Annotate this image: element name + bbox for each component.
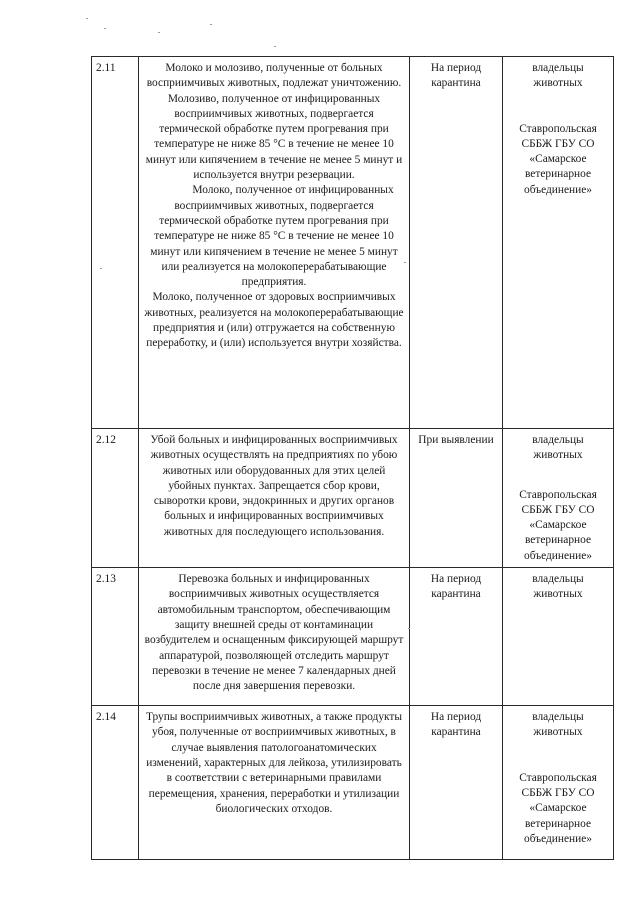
scan-speck: [158, 32, 160, 33]
scan-speck: [100, 268, 102, 269]
measure-description: Перевозка больных и инфицированных восприимчивых животных осуществляется автомобильным транспортом, обеспечивающим защиту внешней среды от контаминации возбудителем и оснащенным фиксирующей маршрут аппаратурой, позволяющей отследить маршрут перевозки в течение не менее 7 календарных дней после дня завершения перевозки.: [139, 568, 410, 706]
paragraph: Молоко и молозиво, полученные от больных восприимчивых животных, подлежат уничтожению. Молозиво, полученное от инфицированных восприимчивых животных, подвергается термической обработке путем прогревания при температуре не ниже 85 °С в течение не менее 10 минут или кипячением в течение не менее 5 минут и используется внутри резервации.: [145, 62, 403, 182]
period-cell: На период карантина: [410, 568, 503, 706]
responsible-owner: владельцы животных: [532, 62, 584, 90]
scan-speck: [104, 28, 106, 29]
table-row: [92, 706, 614, 860]
scan-speck: [210, 24, 212, 25]
table-row: [92, 429, 614, 568]
responsible-owner: владельцы животных: [532, 573, 584, 601]
table-row: [92, 57, 614, 429]
responsible-cell: [503, 706, 614, 860]
measure-description: Убой больных и инфицированных восприимчивых животных осуществлять на предприятиях по убою животных или оборудованных для этих целей убойных пунктах. Запрещается сбор крови, сыворотки крови, эндокринных и других органов больных и инфицированных восприимчивых животных для последующего использования.: [139, 429, 410, 568]
responsible-cell: [503, 57, 614, 429]
row-number: 2.13: [92, 568, 139, 706]
row-number: 2.11: [92, 57, 139, 429]
responsible-agency: Ставропольская СББЖ ГБУ СО «Самарское ветеринарное объединение»: [519, 122, 597, 196]
period-cell: На период карантина: [410, 57, 503, 429]
scan-speck: [86, 18, 88, 19]
row-number: 2.14: [92, 706, 139, 860]
responsible-owner: владельцы животных: [532, 711, 584, 739]
paragraph: Молоко, полученное от инфицированных восприимчивых животных, подвергается термической обработке путем прогревания при температуре не ниже 85 °С в течение не менее 10 минут или кипячением в течение не менее 5 минут или реализуется на молокоперерабатывающие предприятия.: [150, 184, 398, 289]
measures-table: [91, 56, 614, 860]
scan-speck: [404, 262, 406, 263]
table-row: [92, 568, 614, 706]
responsible-cell: [503, 568, 614, 706]
scan-speck: [274, 46, 276, 47]
measure-description: Трупы восприимчивых животных, а также продукты убоя, полученные от восприимчивых животных, в случае выявления патологоанатомических изменений, характерных для лейкоза, утилизировать в соответствии с ветеринарными правилами перемещения, хранения, переработки и утилизации биологических отходов.: [139, 706, 410, 860]
responsible-agency: Ставропольская СББЖ ГБУ СО «Самарское ветеринарное объединение»: [519, 771, 597, 845]
period-cell: На период карантина: [410, 706, 503, 860]
responsible-agency: Ставропольская СББЖ ГБУ СО «Самарское ветеринарное объединение»: [519, 488, 597, 562]
responsible-owner: владельцы животных: [532, 434, 584, 462]
period-cell: При выявлении: [410, 429, 503, 568]
row-number: 2.12: [92, 429, 139, 568]
scan-speck: [408, 628, 410, 629]
measure-description: [139, 57, 410, 429]
paragraph: Молоко, полученное от здоровых восприимчивых животных, реализуется на молокоперерабатывающие предприятия и (или) отгружается на собственную переработку, и (или) используется внутри хозяйства.: [144, 291, 404, 350]
responsible-cell: [503, 429, 614, 568]
